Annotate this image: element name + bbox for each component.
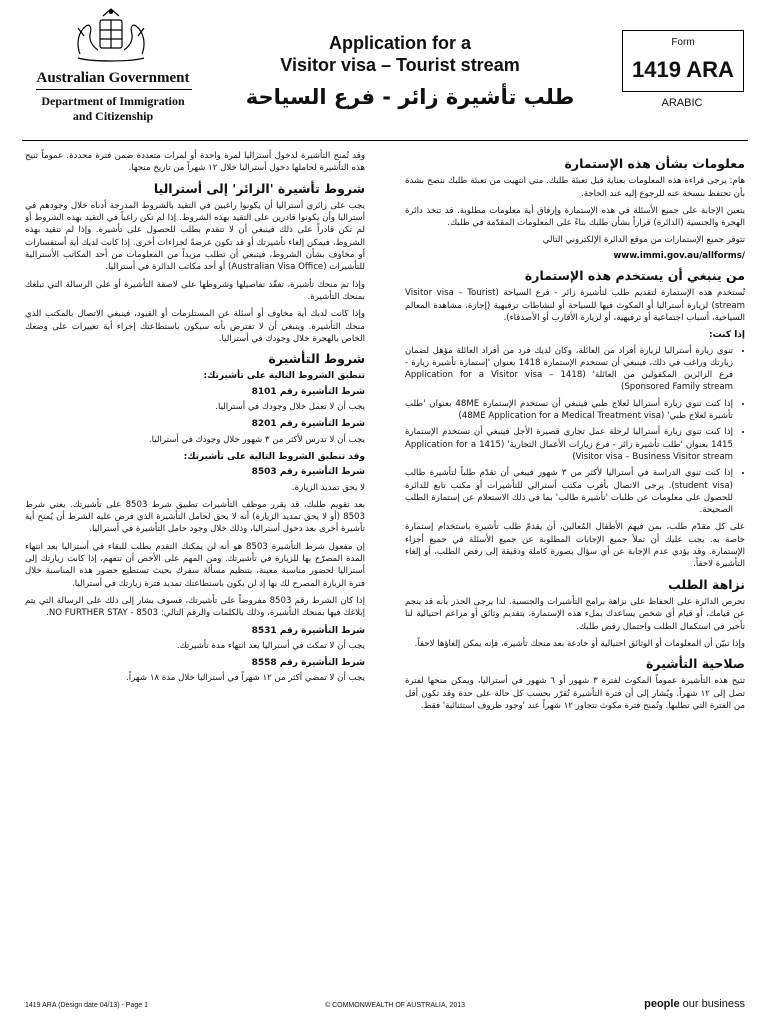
condition-8503-paragraph-1: بعد تقويم طلبك، قد يقرر موظف التأشيرات تطبيق شرط 8503 على تأشيرتك. يعني شرط 8503 (أو لا يحق تمديد الزيارة) أنه لا يحق لحامل التأشيرة الذي فرض عليه الشرط أن يُمنح أية تأشيرة أخرى بعد دخول أستراليا، وذلك خلال وجود حامل التأشيرة في أستراليا.: [25, 499, 365, 535]
list-item: • إذا كنت تنوي الدراسة في أستراليا لأكثر من ٣ شهور فيبغي أن تقدّم طلباً لتأشيرة طالب (student visa). يرجى الاتصال بأقرب مكتب أسترالي للتأشيرات أو مكتب تابع للدائرة للحصول على معلومات عن طلبات 'تأشيرة طالب' بما في ذلك الاستعلام عن إستمارة الطلب الصحيحة.: [405, 467, 733, 516]
footer-form-info: 1419 ARA (Design date 04/13) - Page 1: [25, 1002, 148, 1009]
condition-8503-text: لا يحق تمديد الزيارة.: [291, 482, 365, 493]
criteria-paragraph-1: يجب على زائري أستراليا أن يكونوا راغبين في التقيد بالشروط المدرجة أدناه خلال وجودهم في أستراليا وأن يكونوا قادرين على التقيد بهذه الشروط. إذا لم تكن راغباً في التقيد بهذه الشروط أو لم تكن قادراً على ذلك فينبغي أن لا تتقدم بطلب للحصول على تأشيرة. وإذا لم تتقيد بهذه الشروط، فيمكن إلغاء تأشيرتك أو قد تكون عرضةً لجزاءات أخرى. إذا كانت لديك أية أستفسارات أو مخاوف بشأن الشروط، فينبغي أن تطلب مزيداً من المعلومات من أحد المكاتب الأسترالية للتأشيرات (Australian Visa Office) أو أحد مكاتب الدائرة في أستراليا.: [25, 200, 365, 273]
government-name: Australian Government: [36, 70, 190, 86]
coat-of-arms-icon: [72, 6, 150, 64]
footer-slogan: [644, 998, 745, 1010]
title-line-1: Application for a: [328, 33, 471, 53]
condition-8558-text: يجب أن لا تمضي أكثر من ١٢ شهراً في أستراليا خلال مدة ١٨ شهراً.: [126, 673, 365, 684]
language-label: ARABIC: [661, 97, 703, 109]
footer-copyright: © COMMONWEALTH OF AUSTRALIA, 2013: [325, 1002, 465, 1009]
integrity-heading: نزاهة الطلب: [668, 576, 745, 592]
right-column: [405, 150, 745, 717]
conditions-heading: شروط التأشيرة: [268, 351, 365, 367]
form-number: 1419 ARA: [632, 57, 734, 82]
condition-8503-title: شرط التأشيرة رقم 8503: [251, 467, 365, 478]
list-item: • تنوي زيارة أستراليا لزيارة أفراد من العائلة، وكان لديك فرد من أفراد العائلة مؤهل لضمان زيارتك وراغب في ذلك، فينبغي أن تستخدم الإستمارة 1418 بعنوان 'إستمارة تأشيرة زيارة - فرع الزائرين المكفولين من العائلة' (1418 Application for a Visitor visa – Sponsored Family stream): [405, 345, 733, 394]
department-name: [28, 94, 198, 124]
about-paragraph-1: هام: يرجى قراءة هذه المعلومات بعناية قبل تعبئة طلبك. متى انتهيت من تعبئة طلبك ننصح بشدة بأن تحتفظ بنسخة عنه للرجوع إليه عند الحاجة.: [405, 176, 745, 199]
slogan-rest: our business: [679, 998, 745, 1010]
criteria-paragraph-2: وإذا تم منحك تأشيرة، تفقّد تفاصيلها وشروطها على لاصقة التأشيرة أو على الرسالة التي تبلغك بمنحك التأشيرة.: [25, 279, 365, 302]
condition-8503-paragraph-3: إذا كان الشرط رقم 8503 مفروضاً على تأشيرتك، فسوف يشار إلى ذلك على الرسالة التي يتم إبلاغك فيها بمنحك التأشيرة، وذلك بالكلمات والرقم التالي: NO FURTHER STAY - 8503.: [25, 595, 365, 619]
condition-8101-title: شرط التأشيرة رقم 8101: [251, 386, 365, 397]
condition-8201-title: شرط التأشيرة رقم 8201: [251, 419, 365, 430]
intro-paragraph: وقد تُمنح التأشيرة لدخول أستراليا لمرة واحدة أو لمرات متعددة ضمن فترة محددة. عموماً تتيح هذه التأشيرة لحاملها دخول أستراليا خلال ١٢ شهراً من تاريخ منحها.: [25, 151, 365, 174]
condition-8503-paragraph-2: إن مفعول شرط التأشيرة 8503 هو أنه لن يمكنك التقدم بطلب للبقاء في أستراليا بعد انتهاء المدة المصرّح بها للزيارة في تأشيرتك. ومن المهم على الأخص أن تتفهم، إذا كانت زيارتك إلى أستراليا لحضور مناسبة معينة، بتنظيم مسألة سفرك بحيث تستطيع حضور هذه المناسبة خلال فترة الزيارة المصرح لك بها إذ لن يكون باستطاعتك تمديد فترة زيارتك في أستراليا.: [25, 541, 365, 589]
who-paragraph-2: على كل مقدّم طلب، بمن فيهم الأطفال المُعالين، أن يقدمّ طلب تأشيرة باستخدام إستمارة خاصة به. يجب عليك أن تملأ جميع الإجابات المطلوبة عن جميع الأسئلة في جميع أجزاء الإستمارة. وقد يؤدي عدم الإجابة عن أي سؤال بصورة كاملة ودقيقة إلى رفض الطلب، أو إلغاء التأشيرة لاحقاً.: [405, 522, 745, 570]
integrity-paragraph-1: تحرص الدائرة على الحفاظ على نزاهة برامج التأشيرات والجنسية. لذا يرجى الحذر بأنه قد ينجم عن قيامك، أو قيام أي شخص يساعدك بملء هذه الإستمارة، بتقديم وثائق أو مزاعم احتيالية لنا تأخير في استكمال الطلب واحتمال رفض طلبك.: [405, 596, 745, 632]
condition-8531-title: شرط التأشيرة رقم 8531: [251, 625, 365, 636]
integrity-paragraph-2: وإذا تبيّن أن المعلومات أو الوثائق احتيالية أو خادعة بعد منحك تأشيرة، فإنه يمكن إلغاؤها لاحقاً.: [414, 638, 745, 649]
list-item: • إذا كنت تنوي زيارة أستراليا لرحلة عمل تجاري قصيرة الأجل فينبغي أن تستخدم الإستمارة 1415 بعنوان 'طلب تأشيرة زائر - فرع زيارات الأعمال التجارية' (1415 Application for a Visitor visa – Business Visitor stream): [405, 426, 733, 463]
may-apply-intro: وقد تنطبق الشروط التالية على تأشيرتك:: [183, 451, 365, 462]
title-line-2: Visitor visa – Tourist stream: [280, 55, 520, 75]
about-paragraph-2: يتعين الإجابة على جميع الأسئلة في هذه الإستمارة وإرفاق أية معلومات مطلوبة. قد تتخذ دائرة الهجرة والجنسية (الدائرة) قراراً بشأن طلبك بناءً على المعلومات المقدّمة في طلبك.: [405, 205, 745, 229]
left-column: [25, 150, 365, 690]
page-header: [0, 0, 770, 140]
condition-8531-text: يجب أن لا تمكث في أستراليا بعد انتهاء مدة تأشيرتك.: [176, 640, 365, 651]
department-line-1: Department of Immigration: [41, 94, 185, 108]
condition-8101-text: يجب أن لا تعمل خلال وجودك في أستراليا.: [215, 402, 365, 413]
who-paragraph-1: تُستخدم هذه الإستمارة لتقديم طلب لتأشيرة زائر - فرع السياحة (Visitor visa – Tourist stream) لزيارة أستراليا أو المكوث فيها للسياحة أو لنشاطات ترفيهية (إجازة، مشاهدة المعالم السياحية، أسباب اجتماعية أو ترفيهية، أو لزيارة الأقارب أو الأصدقاء).: [405, 288, 745, 323]
conditions-intro: تنطبق الشروط التالية على تأشيرتك:: [203, 371, 365, 382]
header-divider: [22, 140, 748, 141]
criteria-paragraph-3: وإذا كانت لديك أية مخاوف أو أسئلة عن المستلزمات أو القيود، فينبغي الاتصال بالمكتب الذي منحك التأشيرة. وينبغي أن لا تفترض بأنه سيكون باستطاعتك إجراء أية تغييرات على وضعك الخاص بالهجرة خلال وجودك في أستراليا.: [25, 309, 365, 344]
if-you-heading: إذا كنت:: [709, 330, 745, 341]
criteria-heading: شروط تأشيرة 'الزائر' إلى أستراليا: [153, 180, 365, 196]
forms-url-link[interactable]: www.immi.gov.au/allforms/: [613, 250, 745, 261]
department-line-2: and Citizenship: [72, 109, 154, 123]
validity-paragraph-1: تتيح هذه التأشيرة عموماً المكوث لفترة ٣ شهور أو ٦ شهور في أستراليا، ويمكن منحها لفترة تصل إلى ١٢ شهراً. ويُشار إلى أن فترة التأشيرة تُقرّر بحسب كل حالة على حدة وقد تكون أقل من الفترة التي تطلبها. وتُمنح فترة مكوث تتجاوز ١٢ شهراً عند 'وجود ظروف استثنائية' فقط.: [405, 676, 745, 711]
form-label: Form: [671, 37, 695, 48]
exceptions-list: [405, 345, 745, 517]
list-item: • إذا كنت تنوي زيارة أستراليا لعلاج طبي فينبغي أن تستخدم الإستمارة 48ME بعنوان 'طلب تأشيرة لعلاج طبي' (48ME Application for a Medical Treatment visa): [405, 398, 733, 423]
page-title-english: [280, 32, 520, 76]
page-footer: [25, 998, 745, 1016]
validity-heading: صلاحية التأشيرة: [646, 656, 745, 672]
who-heading: من ينبغي أن يستخدم هذه الإستمارة: [524, 268, 745, 284]
about-heading: معلومات بشأن هذه الإستمارة: [564, 156, 745, 171]
about-paragraph-3: تتوفر جميع الإستمارات من موقع الدائرة الإلكتروني التالي: [542, 235, 745, 246]
condition-8558-title: شرط التأشيرة رقم 8558: [251, 658, 365, 669]
page-title-arabic: طلب تأشيرة زائر - فرع السياحة: [245, 85, 575, 109]
condition-8201-text: يجب أن لا تدرس لأكثر من ٣ شهور خلال وجودك في أستراليا.: [148, 434, 365, 445]
divider: [36, 89, 192, 90]
form-number-box: [622, 30, 744, 92]
slogan-bold: people: [644, 998, 680, 1010]
